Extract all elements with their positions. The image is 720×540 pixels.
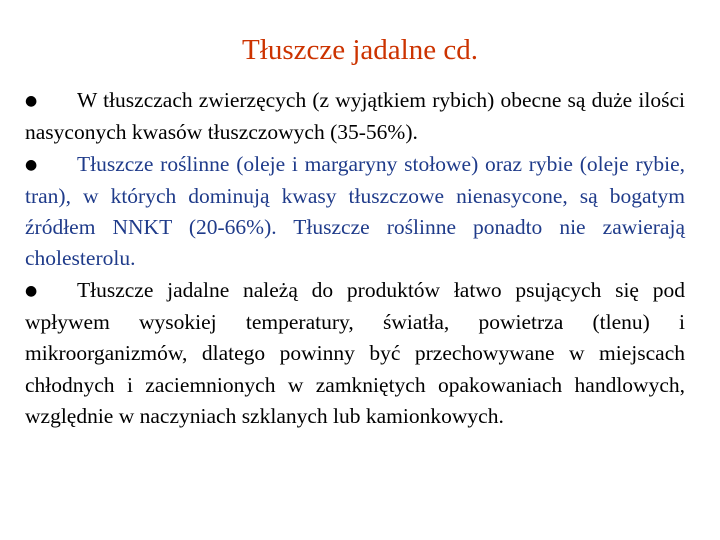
list-item <box>25 149 685 275</box>
bullet-icon: ● <box>25 282 38 299</box>
bullet-list <box>25 85 685 432</box>
list-item-text: W tłuszczach zwierzęcych (z wyjątkiem rybich) obecne są duże ilości nasyconych kwasów tłuszczowych (35-56%). <box>25 88 685 145</box>
list-item <box>25 275 685 432</box>
list-item-text: Tłuszcze roślinne (oleje i margaryny stołowe) oraz rybie (oleje rybie, tran), w których dominują kwasy tłuszczowe nienasycone, są bogatym źródłem NNKT (20-66%). Tłuszcze roślinne ponadto nie zawierają cholesterolu. <box>25 151 685 271</box>
list-item-text: Tłuszcze jadalne należą do produktów łatwo psujących się pod wpływem wysokiej temperatury, światła, powietrza (tlenu) i mikroorganizmów, dlatego powinny być przechowywane w miejscach chłodnych i zaciemnionych w zamkniętych opakowaniach handlowych, względnie w naczyniach szklanych lub kamionkowych. <box>25 277 685 428</box>
list-item <box>25 85 685 149</box>
bullet-icon: ● <box>25 156 38 173</box>
slide-title: Tłuszcze jadalne cd. <box>242 34 478 66</box>
bullet-icon: ● <box>25 93 38 109</box>
